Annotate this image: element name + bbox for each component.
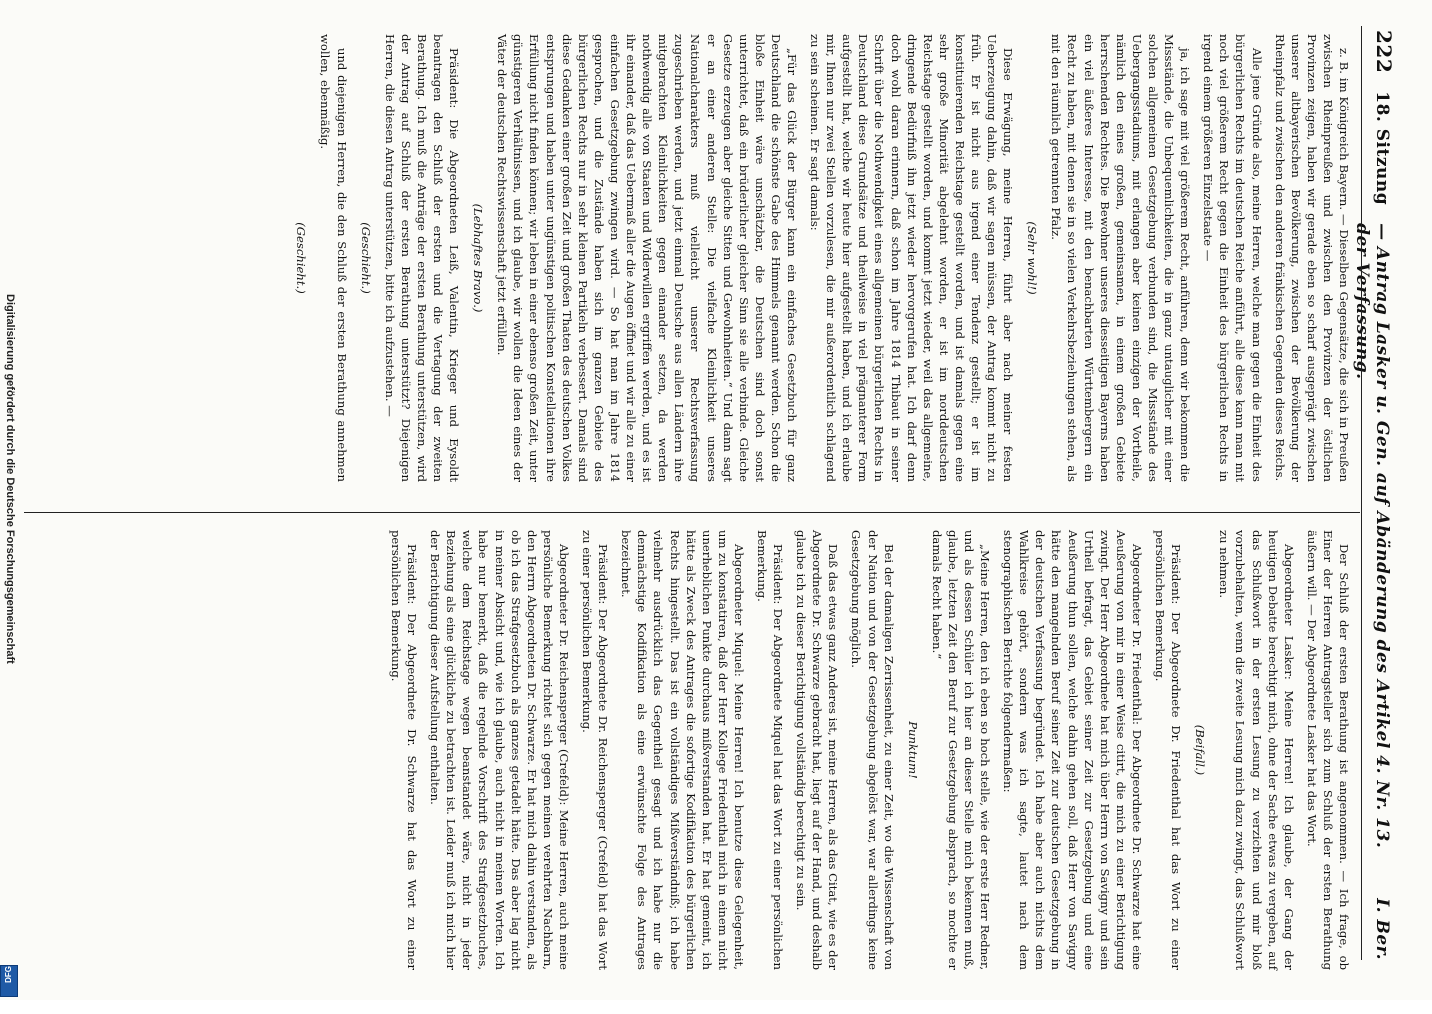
volume-label: I. Ber. <box>1372 898 1392 960</box>
paragraph: „Für das Glück der Bürger kann ein einfaches Gesetzbuch für ganz Deutschland die schönste Gabe des Himmels genannt werden. Schon die bloße Einheit wäre unschätzbar, die Deutschen sind doch sonst unterrichtet, daß ein brüderlicher gleicher Sinn sie alle verbinde. Gleiche Gesetze erzeugen aber gleiche Sitten und Gewohnheiten.“ Und dann sagt er an einer anderen Stelle: Die vielfache Kleinlichkeit unseres Nationalcharakters muß vielleicht unserer Rechtsverfassung zugeschrieben werden, und jetzt einmal Deutsche aus allen Ländern ihre mitgebrachten Kleinlichkeiten gegen einander setzen, da werden nothwendig alle von Staaten und Widerwillen ergriffen werden, und es ist ihr einander, daß das Uebermaß aller die Augen öffnet und wir alle zu einer einfachen Gesetzgebung zwingen wird. — So hat man im Jahre 1814 gesprochen, und die Zustände haben sich im ganzen Gebiete des bürgerlichen Rechts nur in sehr kleinen Partikeln verbessert. Damals sind diese Gedanken einer großen Zeit und großen Thaten des deutschen Volkes entsprungen und haben unter ungünstigen politischen Konstellationen ihre Erfüllung nicht finden können; wir leben in einer ebenso großen Zeit, unter günstigeren Verhältnissen, und ich glaube, wir wollen die Ideen eines der Väter der deutschen Rechtswissenschaft jetzt erfüllen. <box>495 34 799 482</box>
page-header <box>1352 30 1396 960</box>
header-rule <box>1361 26 1362 960</box>
paragraph: Abgeordneter Dr. Friedenthal: Der Abgeordnete Dr. Schwarze hat eine Aeußerung von mir in einer Weise citirt, die mich zu einer Berichtigung zwingt. Der Herr Abgeordnete hat mich über Herrn von Savigny und sein Urtheil befragt, das Gebiet seiner Zeit zur Gesetzgebung und eine Aeußerung thun sollen, welche dahin gehen soll, daß Herr von Savigny hätte den mangelnden Beruf seiner Zeit zur deutschen Gesetzgebung in der deutschen Verfassung begründet. Ich habe aber auch nichts dem Wahlkreise gehört, sondern was ich sagte, lautet nach dem stenographischen Berichte folgendermaßen: <box>1001 530 1144 970</box>
dfg-logo <box>0 965 18 997</box>
paragraph: Daß das etwas ganz Anderes ist, meine Herren, als das Citat, wie es der Abgeordnete Dr. Schwarze gebracht hat, liegt auf der Hand, und deshalb glaube ich zu dieser Berichtigung vollständig berechtigt zu sein. <box>794 530 841 970</box>
footer-text <box>0 294 16 1014</box>
paragraph: Präsident: Die Abgeordneten Leiß, Valentin, Krieger und Eysoldt beantragen den Schluß der ersten und die Vertagung der zweiten Berathung. Ich muß die Anträge der ersten Berathung unterstützen, wird der Antrag auf Schluß der ersten Berathung unterstützt? Diejenigen Herren, die diesen Antrag unterstützen, bitte ich aufzustehen. — <box>382 34 462 482</box>
paragraph: ja, ich sage mit viel größerem Recht, anführen, denn wir bekommen die Missstände, die Unbequemlichkeiten, die in ganz untauglicher mit einer solchen allgemeinen Gesetzgebung verbunden sind, die Missstände des Uebergangsstadiums, mit erlangen aber keinen einzigen der Vortheile, nämlich den eines großen, gemeinsamen, in einem großen Gebiete herrschenden Rechtes. Die Bewohner unseres diesseitigen Bayerns haben ein viel äußeres Interesse, mit den benachbarten Württembergern ein Recht zu haben, mit denen sie in so vielen Verkehrsbeziehungen stehen, als mit den räumlich getrennten Pfalz. <box>1049 34 1193 482</box>
footer-credit: Digitalisierung gefördert durch die Deutsche Forschungsgemeinschaft <box>4 294 16 664</box>
dfg-logo-text: DFG <box>4 966 13 983</box>
paragraph: Bei der damaligen Zerrissenheit, zu einer Zeit, wo die Wissenschaft von der Nation und von der Gesetzgebung abgelöst war, war allerdings keine Gesetzgebung möglich. <box>849 530 896 970</box>
paragraph: Präsident: Der Abgeordnete Dr. Reichensperger (Crefeld) hat das Wort zu einer persönlichen Bemerkung. <box>580 530 611 970</box>
page-title: — Antrag Lasker u. Gen. auf Abänderung des Artikel 4. Nr. 13. der Verfassung. <box>1352 223 1392 849</box>
paragraph: Präsident: Der Abgeordnete Miquel hat das Wort zu einer persönlichen Bemerkung. <box>755 530 786 970</box>
paragraph: Abgeordneter Miquel: Meine Herren! Ich benutze diese Gelegenheit, um zu konstatiren, daß der Herr Kollege Friedenthal mich in einem nicht unerheblichen Punkte durchaus mißverstanden hat. Er hat gemeint, ich hätte als Zweck des Antrages die sofortige Kodifikation des bürgerlichen Rechts hingestellt. Das ist ein vollständiges Mißverständniß; ich habe vielmehr ausdrücklich das Gegentheil gesagt und ich habe nur die demnächstige Kodifikation als eine erwünschte Folge des Antrages bezeichnet. <box>619 530 746 970</box>
paragraph: „Meine Herren, den ich eben so hoch stelle, wie der erste Herr Redner, und als dessen Schüler ich hier an dieser Stelle mich bekennen muß, glaube, letzten Zeit den Beruf zur Gesetzgebung absprach, so mochte er damals Recht haben.“ <box>929 530 993 970</box>
right-column <box>112 530 1352 970</box>
paragraph: Präsident: Der Abgeordnete Dr. Friedenthal hat das Wort zu einer persönlichen Bemerkung. <box>1153 530 1184 970</box>
paragraph: (Lebhaftes Bravo.) <box>471 203 486 313</box>
paragraph: Präsident: Der Abgeordnete Dr. Schwarze hat das Wort zu einer persönlichen Bemerkung. <box>389 530 420 970</box>
paragraph: Abgeordneter Dr. Reichensperger (Crefeld): Meine Herren, auch meine persönliche Bemerkung richtet sich gegen meinen verehrten Nachbarn, den Herrn Abgeordneten Dr. Schwarze. Er hat mich dahin verstanden, als ob ich das Strafgesetzbuch als ganzes getadelt hätte. Das aber lag nicht in meiner Absicht und, wie ich glaube, auch nicht in meinen Worten. Ich habe nur bemerkt, daß die regelnde Vorschrift des Strafgesetzbuches, welche dem Reichstage wegen beanstandet wäre, nicht in jeder Beziehung als eine glückliche zu betrachten ist. Leider muß ich mich hier der Berichtigung dieser Aufstellung enthalten. <box>428 530 571 970</box>
session-label: 18. Sitzung <box>1372 91 1392 206</box>
page-number: 222 <box>1372 30 1396 74</box>
paragraph: (Geschieht.) <box>294 222 309 294</box>
paragraph: (Geschieht.) <box>358 222 373 294</box>
paragraph: und diejenigen Herren, die den Schluß der ersten Berathung annehmen wollen, ebenmäßig. <box>318 34 349 482</box>
paragraph: Der Schluß der ersten Berathung ist angenommen. — Ich frage, ob Einer der Herren Antragsteller sich zum Schluß der ersten Berathung äußern will. — Der Abgeordnete Lasker hat das Wort. <box>1304 530 1351 970</box>
paragraph: (Sehr wohl!) <box>1025 221 1040 295</box>
footer-strip <box>0 976 1000 1000</box>
paragraph: z. B. im Königreich Bayern. — Dieselben Gegensätze, die sich in Preußen zwischen Rheinpreußen und zwischen den Provinzen der östlichen Provinzen zeigen, haben wir gerade eben so scharf ausgeprägt zwischen unserer altbayerischen Bevölkerung, zwischen der Bevölkerung der Rheinpfalz und zwischen den anderen fränkischen Gegenden dieses Reichs. <box>1272 34 1351 482</box>
left-column <box>294 34 1352 482</box>
paragraph: Abgeordneter Lasker: Meine Herren! Ich glaube, der Gang der heutigen Debatte berechtigt mich, ohne der Sache etwas zu vergeben, auf das Schlußwort in der ersten Lesung zu verzichten und mir bloß vorzubehalten, wenn die zweite Lesung mich dazu zwingt, das Schlußwort zu nehmen. <box>1217 530 1296 970</box>
paragraph: Punktum! <box>905 721 920 779</box>
column-divider <box>24 512 1360 513</box>
paragraph: Alle jene Gründe also, meine Herren, welche man gegen die Einheit des bürgerlichen Rechts im deutschen Reiche anführt, alle diese kann man mit noch viel größerem Recht gegen die Einheit des bürgerlichen Rechts in irgend einem größeren Einzelstaate — <box>1201 34 1264 482</box>
paragraph: Diese Erwägung, meine Herren, führt aber nach meiner festen Ueberzeugung dahin, daß wir sagen müssen, der Antrag kommt nicht zu früh. Er ist nicht aus irgend einer Tendenz gestellt; er ist im konstituierenden Reichstage gestellt worden, und ist damals gegen eine sehr große Minorität abgelehnt worden, er ist im norddeutschen Reichstage gestellt worden, und kommt jetzt wieder, weil das allgemeine, dringende Bedürfniß ihn jetzt wieder hervorgerufen hat. Ich darf denn doch wohl daran erinnern, daß schon im Jahre 1814 Thibaut in seiner Schrift über die Nothwendigkeit eines allgemeinen bürgerlichen Rechts in Deutschland diese Grundsätze und theilweise in viel prägnanterer Form aufgestellt hat, welche wir heute hier aufgestellt haben, und ich erlaube mir, Ihnen nur zwei Stellen vorzulesen, die mir außerordentlich schlagend zu sein scheinen. Er sagt damals: <box>808 34 1016 482</box>
paragraph: (Beifall.) <box>1193 724 1208 776</box>
